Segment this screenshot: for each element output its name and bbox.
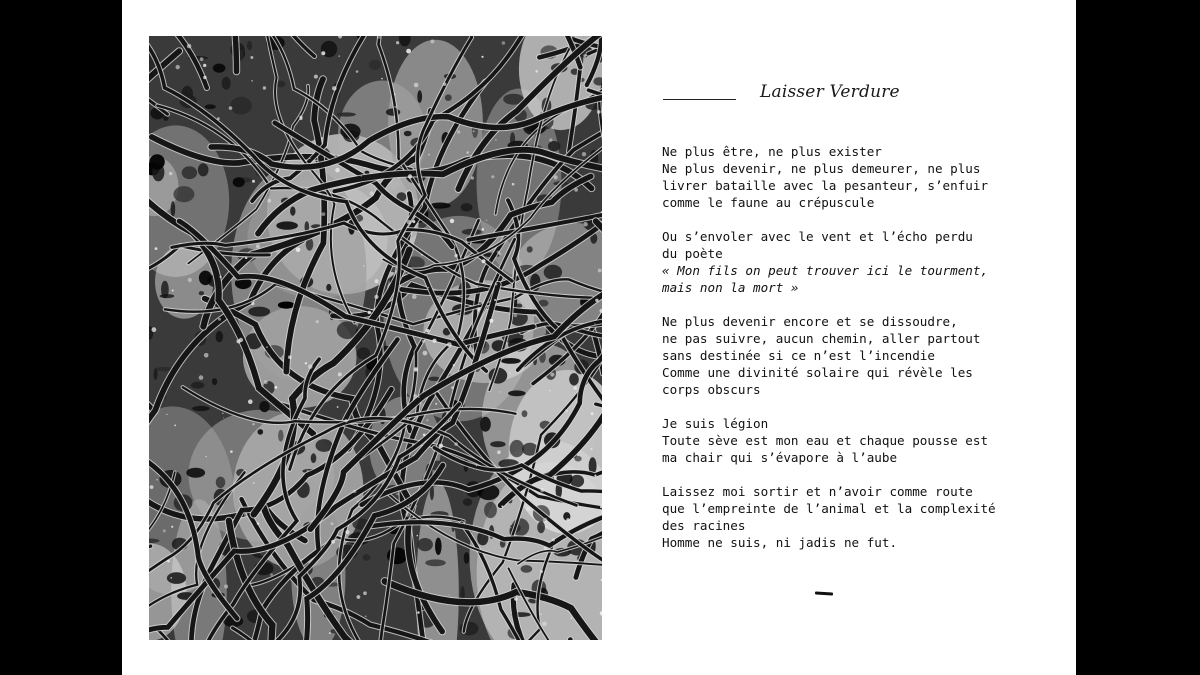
book-page — [122, 0, 1076, 675]
poem-stanza — [662, 313, 1042, 398]
poem-stanza — [662, 228, 1042, 296]
poem-body — [662, 143, 1042, 568]
poem-line: ma chair qui s’évapore à l’aube — [662, 450, 898, 465]
branches-photo — [149, 36, 602, 640]
poem-line: du poète — [662, 246, 723, 261]
poem-line: Toute sève est mon eau et chaque pousse est — [662, 433, 989, 448]
poem-line: livrer bataille avec la pesanteur, s’enfuir — [662, 178, 989, 193]
poem-line: Ou s’envoler avec le vent et l’écho perdu — [662, 229, 973, 244]
poem-line: comme le faune au crépuscule — [662, 195, 875, 210]
poem-line: Homme ne suis, ni jadis ne fut. — [662, 535, 898, 550]
branches-image — [149, 36, 602, 640]
poem-line: Ne plus devenir encore et se dissoudre, — [662, 314, 958, 329]
poem-quote-line: mais non la mort » — [662, 280, 799, 295]
poem-line: Je suis légion — [662, 416, 769, 431]
title-rule — [663, 99, 736, 100]
poem-line: corps obscurs — [662, 382, 761, 397]
poem-title: Laisser Verdure — [760, 82, 900, 102]
poem-line: ne pas suivre, aucun chemin, aller partout — [662, 331, 981, 346]
poem-line: que l’empreinte de l’animal et la complexité — [662, 501, 996, 516]
poem-line: Laissez moi sortir et n’avoir comme route — [662, 484, 973, 499]
poem-stanza — [662, 143, 1042, 211]
poem-line: Ne plus être, ne plus exister — [662, 144, 882, 159]
poem-stanza — [662, 415, 1042, 466]
poem-line: des racines — [662, 518, 746, 533]
poem-line: Ne plus devenir, ne plus demeurer, ne plus — [662, 161, 981, 176]
end-dash-mark — [815, 591, 833, 595]
poem-line: sans destinée si ce n’est l’incendie — [662, 348, 935, 363]
poem-stanza — [662, 483, 1042, 551]
poem-quote-line: « Mon fils on peut trouver ici le tourment, — [662, 263, 989, 278]
poem-line: Comme une divinité solaire qui révèle les — [662, 365, 973, 380]
